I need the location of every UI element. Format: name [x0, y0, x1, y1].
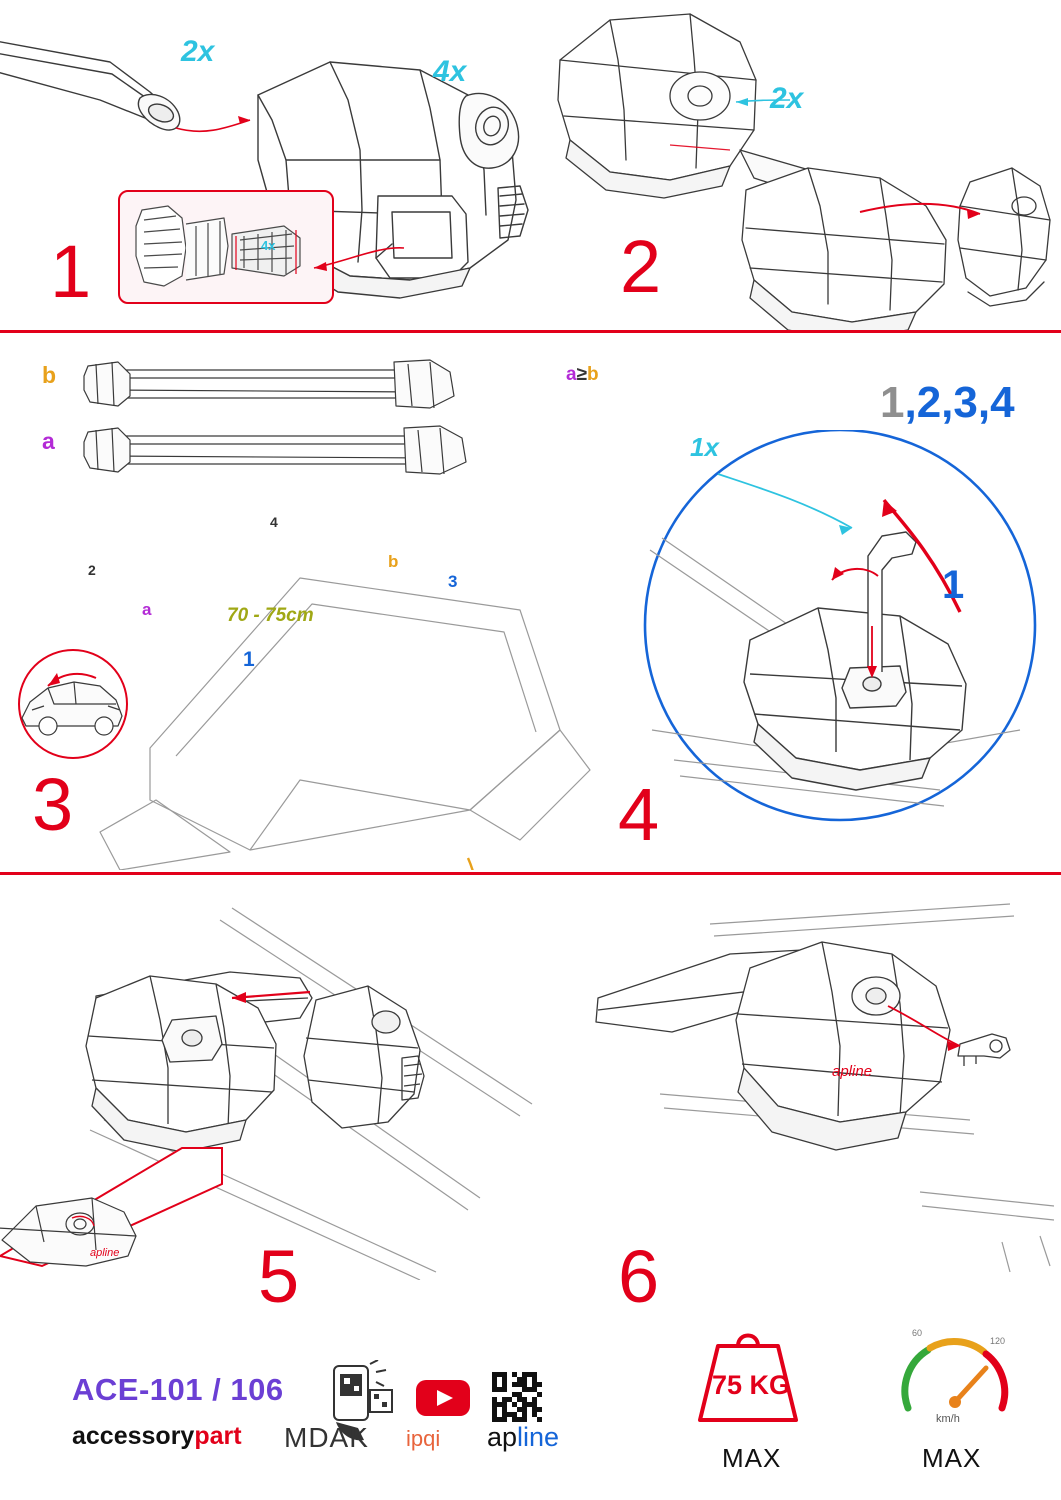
step4-sequence-first: 1: [880, 378, 905, 427]
step1-quantity-2x: 2x: [181, 35, 215, 68]
brand-part-text: part: [194, 1422, 242, 1450]
svg-text:60: 60: [912, 1328, 923, 1338]
step-number-1: 1: [50, 230, 90, 313]
brand-ipqi-text: ipqi: [406, 1426, 441, 1451]
brand-line-text: line: [517, 1422, 560, 1452]
step-number-3: 3: [32, 763, 72, 846]
step4-quantity-1x: 1x: [690, 432, 719, 462]
step4-relation-label: [566, 364, 599, 386]
step3-position-2: 2: [88, 562, 96, 578]
svg-text:apline: apline: [832, 1063, 873, 1080]
weight-limit-value: 75 KG: [712, 1370, 791, 1400]
svg-text:km/h: km/h: [936, 1413, 960, 1425]
step3-label-a: a: [42, 428, 55, 454]
brand-apline: [487, 1422, 559, 1453]
step1-quantity-4x: 4x: [433, 55, 467, 88]
step3-car-direction-inset: [8, 648, 138, 768]
relation-ge: ≥: [576, 364, 588, 385]
step6-illustration: [540, 880, 1061, 1280]
brand-accessorypart: [72, 1422, 242, 1451]
section-divider-2: [0, 872, 1061, 875]
youtube-icon[interactable]: [414, 1376, 472, 1420]
step3-label-b-small: b: [388, 552, 399, 571]
step3-label-b: b: [42, 362, 57, 388]
step-number-4: 4: [618, 773, 658, 856]
step3-dimension-label: 70 - 75cm: [227, 605, 314, 626]
step4-illustration: [600, 430, 1061, 856]
step5-detail-inset: [0, 1144, 226, 1270]
weight-max-label: MAX: [722, 1443, 782, 1473]
step4-sequence: [880, 378, 1015, 428]
step2-illustration: [540, 0, 1061, 330]
speed-limit-icon: [890, 1314, 1020, 1432]
step1-inset-illustration: [124, 196, 324, 296]
step3-position-1: 1: [243, 648, 255, 671]
speed-max-label: MAX: [922, 1443, 982, 1473]
step3-position-3: 3: [448, 572, 458, 591]
step3-label-a-small: a: [142, 600, 152, 619]
relation-b: b: [587, 364, 599, 385]
product-code: ACE-101 / 106: [72, 1372, 284, 1407]
footer: [0, 1328, 1061, 1500]
brand-ap-text: ap: [487, 1422, 518, 1452]
step-number-6: 6: [618, 1235, 658, 1318]
relation-a: a: [566, 364, 577, 385]
step3-bar-b: [78, 352, 478, 414]
brand-mdak-text: MDAK: [284, 1422, 369, 1453]
step2-quantity-2x: 2x: [770, 82, 804, 115]
step3-bar-a: [78, 418, 488, 480]
qr-code: [492, 1372, 542, 1422]
step1-inset-arrow: [300, 238, 410, 284]
svg-text:120: 120: [990, 1336, 1006, 1346]
step4-sequence-rest: ,2,3,4: [904, 378, 1015, 427]
section-divider-1: [0, 330, 1061, 333]
step-number-5: 5: [258, 1235, 298, 1318]
svg-text:apline: apline: [90, 1247, 120, 1259]
step1-inset-quantity-4x: 4x: [261, 238, 276, 253]
step-number-2: 2: [620, 225, 660, 308]
brand-accessory-text: accessory: [72, 1422, 195, 1450]
step3-position-4: 4: [270, 514, 278, 530]
step4-order-1: 1: [942, 563, 965, 607]
